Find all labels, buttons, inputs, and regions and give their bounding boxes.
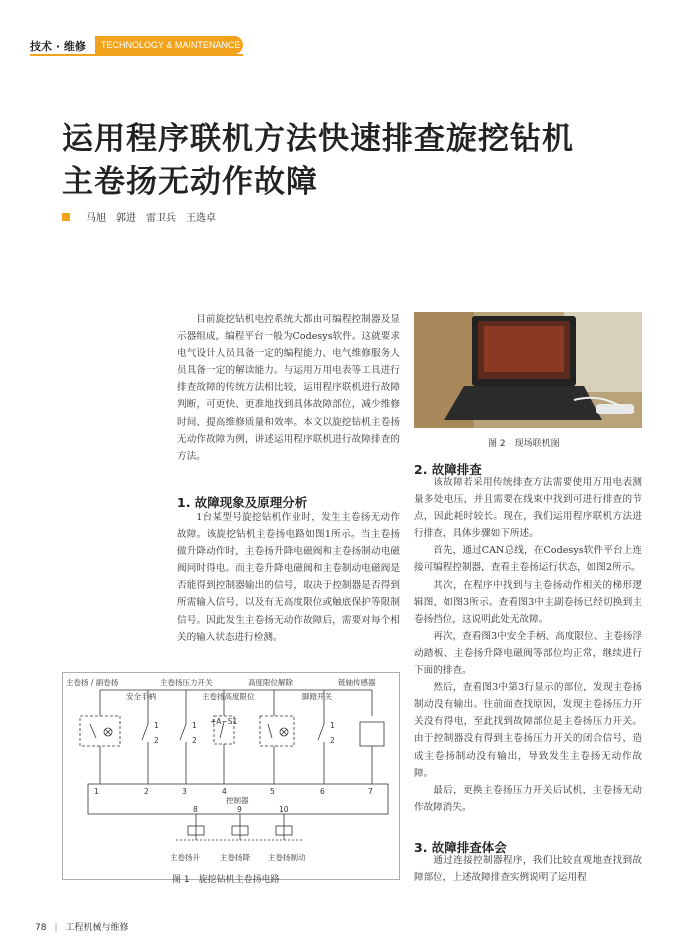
section2-paragraph: 然后，查看图3中第3行显示的部位，发现主卷扬制动没有输出。往前面查找原因，发现主卷扬压力开关没有得电，至此找到故障部位是主卷扬压力开关。由于控制器没有得到主卷扬压力开关的闭合信号，造成主卷扬制动没有输出，导致发生主卷扬无动作故障。	[414, 682, 642, 779]
figure2-photo	[414, 312, 642, 428]
header-rule	[30, 54, 243, 56]
contact-num: 1	[192, 721, 197, 730]
authors	[62, 209, 216, 224]
terminal: 5	[270, 787, 275, 796]
figure1-circuit	[62, 672, 400, 880]
article-title	[62, 118, 662, 204]
contact-num: 2	[154, 736, 159, 745]
section2-paragraph: 其次，在程序中找到与主卷扬动作相关的梯形逻辑图，如图3所示。查看图3中主副卷扬已经切换到主卷扬挡位，这说明此处无故障。	[414, 579, 642, 625]
section2-heading: 2. 故障排查	[414, 462, 482, 477]
section2-paragraph: 首先，通过CAN总线，在Codesys软件平台上连接可编程控制器，查看主卷扬运行状态，如图2所示。	[414, 545, 642, 574]
section2-block	[414, 474, 642, 816]
author: 马旭	[86, 213, 106, 224]
terminal: 4	[222, 787, 227, 796]
section-tag: TECHNOLOGY & MAINTENANCE	[95, 36, 243, 54]
author-marker	[62, 213, 70, 221]
label-height-release: 高度限位解除	[248, 678, 293, 687]
figure1-frame	[63, 673, 400, 880]
label-brake: 主卷扬制动	[268, 853, 306, 862]
label-joystick: 主卷扬 / 副卷扬	[66, 678, 119, 687]
title-line-1: 运用程序联机方法快速排查旋挖钻机	[62, 121, 574, 157]
section2-paragraph: 最后，更换主卷扬压力开关后试机，主卷扬无动作故障消失。	[414, 784, 642, 813]
page-number: 78	[35, 923, 47, 933]
section3-text: 通过连接控制器程序，我们比较直观地查找到故障部位，上述故障排查实例说明了运用程	[414, 855, 642, 884]
label-pressure: 主卷扬压力开关	[160, 678, 213, 687]
label-controller: 控制器	[226, 796, 249, 805]
journal-name: 工程机械与维修	[65, 923, 129, 933]
terminal: 7	[368, 787, 373, 796]
label-foot: 脚踏开关	[302, 692, 332, 701]
author: 郭进	[116, 213, 136, 224]
section1-block	[177, 509, 400, 646]
label-safety: 安全手柄	[126, 692, 156, 701]
label-height-limit: 主卷扬高度限位	[202, 692, 255, 701]
figure2-caption: 图 2 现场联机图	[488, 439, 560, 449]
contact-num: 1	[330, 721, 335, 730]
terminal: 3	[182, 787, 187, 796]
label-s1: +A−S1	[210, 717, 238, 726]
terminal: 8	[193, 805, 198, 814]
contact-num: 2	[192, 736, 197, 745]
terminal: 6	[320, 787, 325, 796]
intro-block	[177, 311, 400, 465]
label-down: 主卷扬降	[220, 853, 250, 862]
terminal: 2	[144, 787, 149, 796]
section3-heading: 3. 故障排查体会	[414, 840, 507, 855]
section2-paragraph: 该故障若采用传统排查方法需要使用万用电表测量多处电压，并且需要在线束中找到可进行排查的节点，因此耗时较长。现在，我们运用程序联机方法进行排查，具体步骤如下所述。	[414, 477, 642, 540]
terminal: 9	[237, 805, 242, 814]
section-label: 技术 · 维修	[30, 40, 86, 53]
section1-heading: 1. 故障现象及原理分析	[177, 495, 308, 510]
contact-num: 2	[330, 736, 335, 745]
section3-block	[414, 852, 642, 886]
title-line-2: 主卷扬无动作故障	[62, 164, 318, 200]
circuit-diagram	[62, 672, 400, 880]
section1-text: 1台某型号旋挖钻机作业时，发生主卷扬无动作故障。该旋挖钻机主卷扬电路如图1所示。当主卷扬做升降动作时，主卷扬升降电磁阀和主卷扬制动电磁阀同时得电。而主卷升降电磁阀和主卷制动电磁阀是否能得到控制器输出的信号，取决于控制器是否得到所需输入信号，以及有无高度限位或触底保护等限制信号。因此发生主卷扬无动作故障后，需要对每个相关的输入状态进行检测。	[177, 512, 400, 643]
section2-paragraph: 再次，查看图3中安全手柄、高度限位、主卷扬浮动踏板、主卷扬升降电磁阀等部位均正常，继续进行下面的排查。	[414, 630, 642, 677]
figure1-caption: 图 1 旋挖钻机主卷扬电路	[172, 875, 280, 885]
author: 雷卫兵	[146, 213, 176, 224]
intro-text: 目前旋挖钻机电控系统大都由可编程控制器及显示器组成，编程平台一般为Codesys软件。这就要求电气设计人员具备一定的编程能力、电气维修服务人员具备一定的解读能力。与运用万用电表等工具进行排查故障的传统方法相比较，运用程序联机进行故障判断，可更快、更准地找到具体故障部位，减少维修时间、提高维修质量和效率。本文以旋挖钻机主卷扬无动作故障为例，讲述运用程序联机进行故障排查的方法。	[177, 314, 400, 462]
label-up: 主卷扬升	[170, 853, 200, 862]
terminal: 10	[279, 805, 289, 814]
author: 王选卓	[186, 213, 216, 224]
terminal: 1	[94, 787, 99, 796]
label-shaft: 链轴传感器	[338, 678, 376, 687]
contact-num: 1	[154, 721, 159, 730]
photo-laptop	[414, 312, 642, 428]
page-footer: 78 | 工程机械与维修	[35, 923, 129, 933]
